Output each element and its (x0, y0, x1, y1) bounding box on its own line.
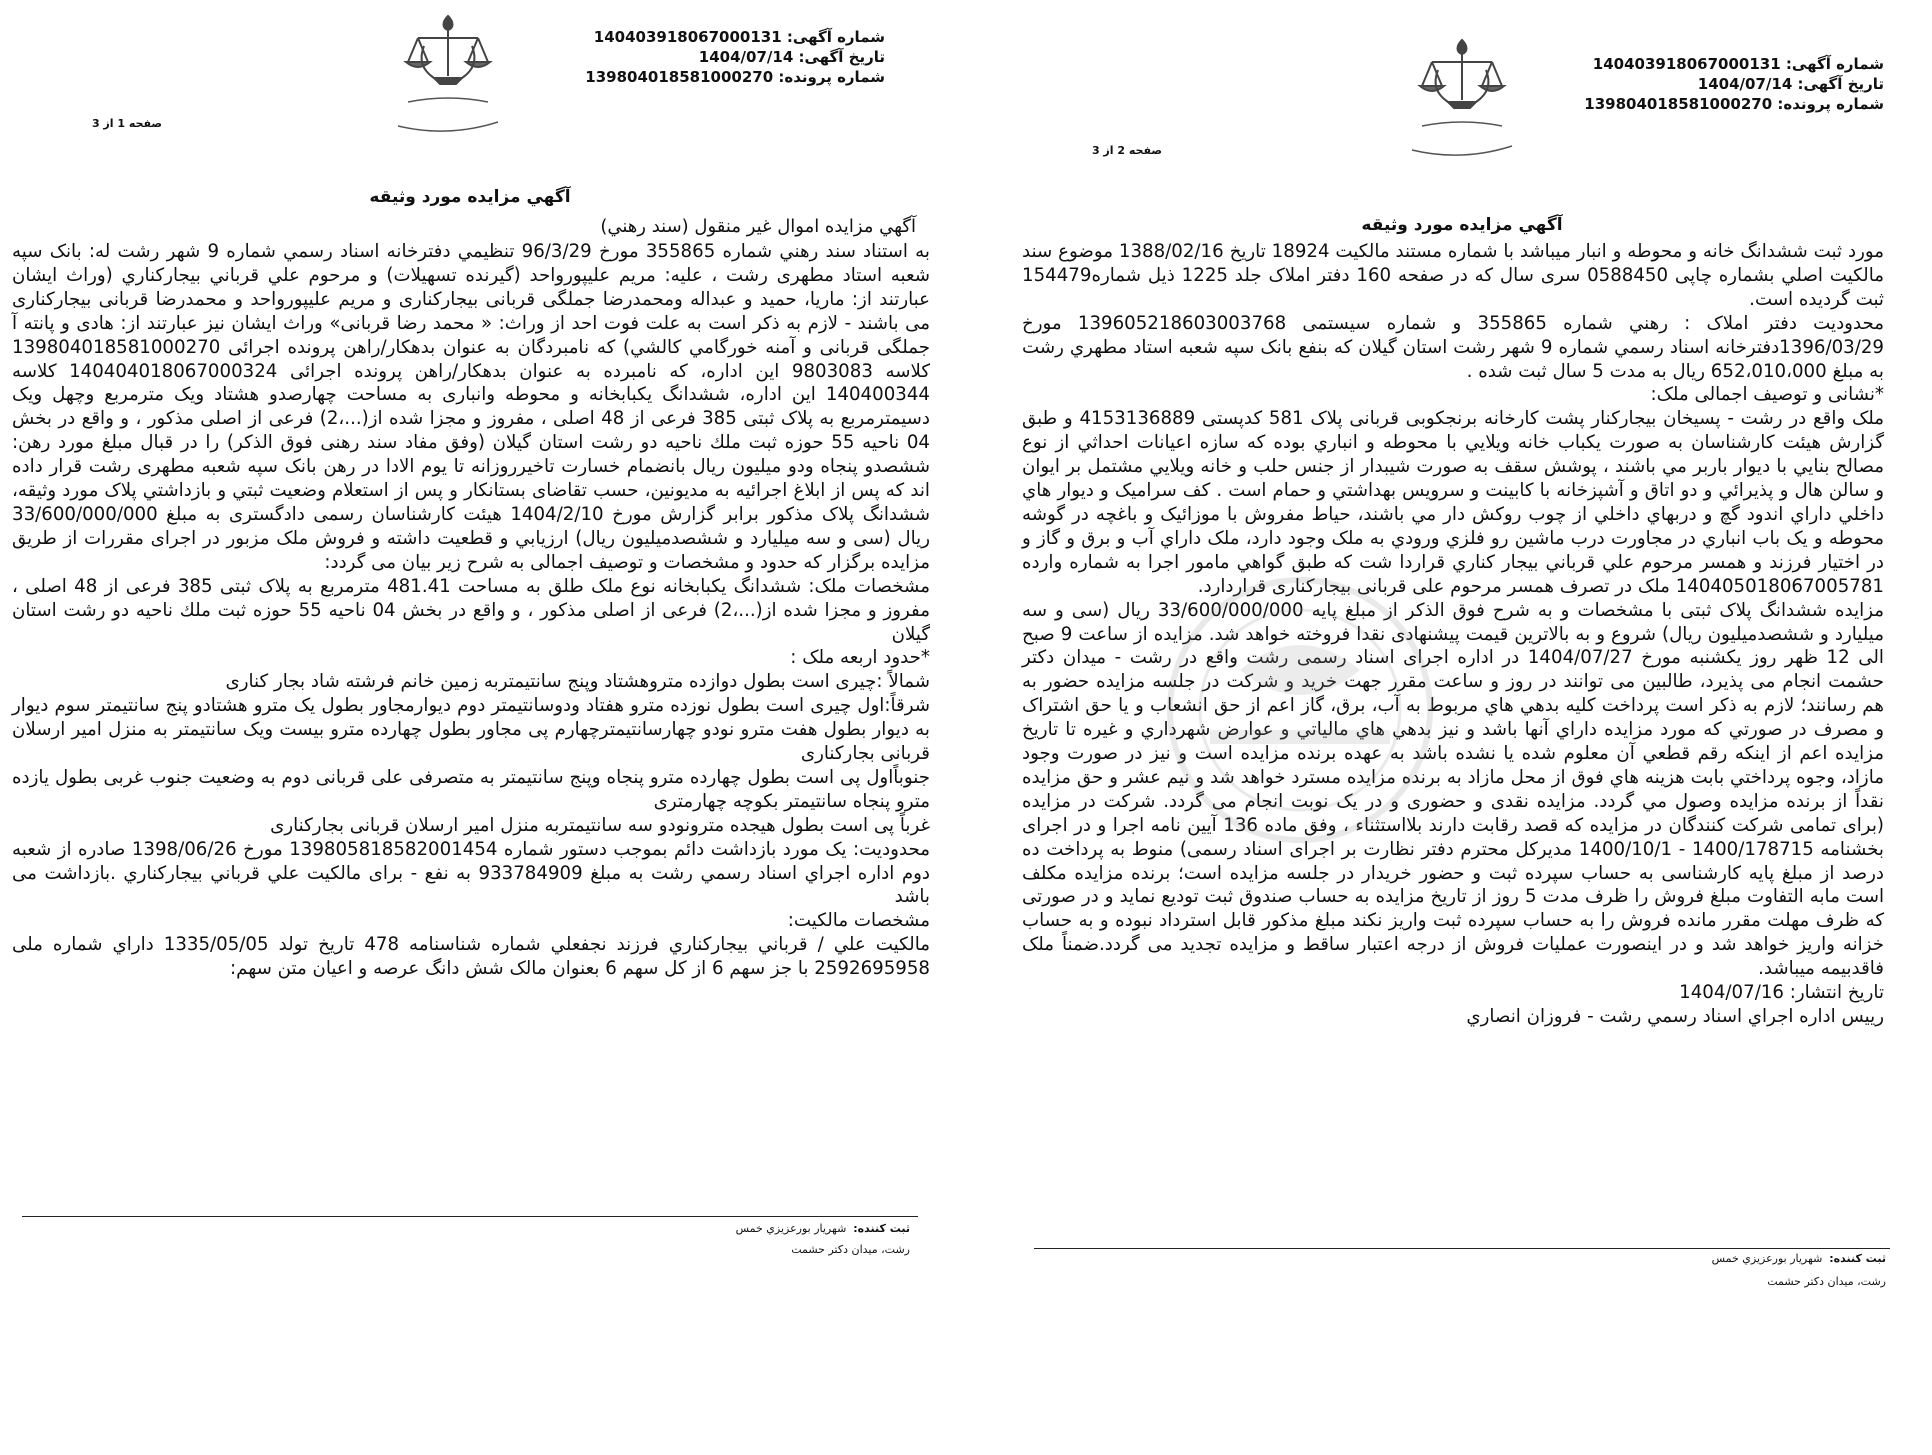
ad-date: 1404/07/14 (1697, 75, 1793, 93)
page-1 (0, 0, 940, 1455)
paragraph: غرباً پی است بطول هیجده مترونودو سه سانتیمتربه منزل امیر ارسلان قربانی بجارکناری (270, 814, 930, 836)
paragraph: محدودیت: یک مورد بازداشت دائم بموجب دستور شماره 139805818582001454 مورخ 1398/06/26 صادره از شعبه دوم اداره اجراي اسناد رسمي رشت به مبلغ 933784909 به نفع - برای مالکیت علي قرباني بيجارکناري .بازداشت می باشد (12, 838, 930, 908)
paragraph: *حدود اربعه ملک : (790, 647, 930, 669)
footer-divider (1034, 1248, 1890, 1249)
ad-date: 1404/07/14 (698, 48, 794, 66)
ad-number: 140403918067000131 (593, 28, 782, 46)
paragraph: به استناد سند رهني شماره 355865 مورخ 96/3/29 تنظيمي دفترخانه اسناد رسمي شماره 9 شهر رشت له: بانک سپه شعبه استاد مطهری رشت ، علیه: مریم علیپورواحد (گیرنده تسهیلات) و مرحوم علي قرباني بيجارکناري (وراث ایشان عبارتند از: ماریا، حمید و عبداله ومحمدرضا جملگی قربانی بیجارکناری و مریم علیپورواحد و محمدرضا قربانی بیجارکناری می باشند - لازم به ذکر است به علت فوت احد از وراث: « محمد رضا قربانی» وراث ایشان نیز عبارتند از: هادی و پانته آ جملگی قربانی و آمنه خورگامي کالشي) که نامبردگان به عنوان بدهکار/راهن پرونده اجرائی 139804018581000270 کلاسه 9803083 این اداره، که نامبرده به عنوان بدهکار/راهن پرونده اجرائی 140404018067000324 کلاسه 140400344 این اداره، ششدانگ یکبابخانه و محوطه وانباری به مساحت چهارصدو هشتاد ویک مترمربع وچهل ویک دسیمترمربع به پلاک ثبتی 385 فرعی از 48 اصلی ، مفروز و مجزا شده از(...،2) فرعی از اصلی مذکور ، و واقع در بخش 04 ناحیه 55 حوزه ثبت ملك ناحيه دو رشت استان گيلان (وفق مفاد سند رهنی فوق الذكر) را در قبال مبلغ مورد رهن: ششصدو پنجاه ودو ميليون ريال بانضمام خسارت تاخیرروزانه تا یوم الادا در رهن بانک سپه شعبه مطهری رشت قرار داده اند که پس از ابلاغ اجرائیه به مديونين، حسب تقاضای بستانکار و پس از استعلام وضعیت ثبتي و بازداشتي پلاک مورد وثيقه، ششدانگ پلاک مذکور برابر گزارش مورخ 1404/2/10 هیئت کارشناسان رسمی دادگستری به مبلغ 33/600/000/000 ريال (سی و سه میلیارد و ششصدمیلیون ريال) ارزيابي و قطعیت داشته و فروش ملک مزبور در اجرای مقررات از طریق مزایده برگزار كه حدود و مشخصات و توصيف اجمالی به شرح زير بيان می گردد: (12, 241, 931, 573)
ad-date-row: تاریخ آگهی: 1404/07/14 (698, 48, 885, 66)
paragraph: محدوديت دفتر املاک : رهني شماره 355865 و شماره سیستمی 139605218603003768 مورخ 1396/03/29دفترخانه اسناد رسمي شماره 9 شهر رشت استان گيلان که بنفع بانک سپه شعبه استاد مطهري رشت به مبلغ 652،010،000 ريال به مدت 5 سال ثبت شده . (1022, 312, 1884, 382)
paragraph: ملک واقع در رشت - پسیخان بیجارکنار پشت کارخانه برنجکوبی قربانی پلاک 581 کدپستی 4153136889 و طبق گزارش هیئت کارشناسان به صورت یکباب خانه ويلايي با محوطه و انباري بوده که سازه اعيانات احداثي از نوع مصالح بنايي با ديوار باربر مي باشند ، پوشش سقف به صورت شيبدار از جنس حلب و خانه ويلايي مشتمل بر ايوان و سالن هال و پذيرائي و دو اتاق و آشپزخانه با کابينت و سرويس بهداشتي و حمام است . کف سراميک و ديوار هاي داخلي داراي اندود گچ و دربهاي داخلي از چوب روکش دار مي باشند، حياط مفروش با موزائيک و باغچه در گوشه محوطه و يک باب انباري در مجاورت درب ماشين رو فلزي ورودي به ملک وجود دارد، ملک داراي آب و برق و گاز و در اختيار فرزند و همسر مرحوم علي قرباني بيجار کناري قراردا شت که طبق گواهي مامور اجرا به شماره وارده 140405018067005781 ملک در تصرف همسر مرحوم علی قربانی بیجارکناری قراردارد. (1022, 408, 1885, 597)
address-line: رشت، ميدان دکتر حشمت (791, 1243, 910, 1256)
paragraph: شرقاً:اول چیری است بطول نوزده مترو هفتاد ودوسانتیمتر دوم دیوارمجاور بطول یک مترو هشتادو پنج سانتیمتر سوم دیوار به دیوار بطول هفت مترو نودو چهارسانتیمترچهارم پی مجاور بطول چهارده مترو بیست ویک سانتیمتر به منزل امیر ارسلان قربانی بجارکناری (12, 695, 930, 765)
registrar-line: ثبت کننده: شهريار بورعزيزي خمس (735, 1222, 910, 1235)
file-number: 139804018581000270 (585, 68, 774, 86)
registrar-name: شهريار بورعزيزي خمس (1711, 1252, 1823, 1265)
page-heading: آگهي مزايده مورد وثيقه (369, 187, 571, 207)
paragraph: مورد ثبت ششدانگ خانه و محوطه و انبار میباشد با شماره مستند مالکیت 18924 تاریخ 1388/02/16 موضوع سند مالکیت اصلي بشماره چاپی 0588450 سری سال که در صفحه 160 دفتر املاک جلد 1225 ذيل شماره154479 ثبت گرديده است. (1022, 241, 1885, 310)
judiciary-emblem-icon (1402, 30, 1522, 170)
ad-number: 140403918067000131 (1592, 55, 1781, 73)
file-number: 139804018581000270 (1584, 95, 1773, 113)
ad-number-row: شماره آگهی: 140403918067000131 (593, 28, 885, 46)
paragraph: شمالاً :چیری است بطول دوازده متروهشتاد وپنج سانتیمتربه زمین خانم فرشته شاد بجار کناری (225, 671, 930, 693)
paragraph: *نشانی و توصيف اجمالی ملک: (1650, 384, 1884, 406)
notice-body (12, 240, 930, 981)
page-number: صفحه 2 از 3 (1091, 144, 1162, 157)
paragraph: مشخصات مالکیت: (787, 910, 930, 932)
paragraph: مزایده ششدانگ پلاک ثبتی با مشخصات و به شرح فوق الذکر از مبلغ پایه 33/600/000/000 ريال (سی و سه میلیارد و ششصدمیلیون ریال) شروع و به بالاترين قيمت پيشنهادی نقدا فروخته خواهد شد. مزايده از ساعت 9 صبح الی 12 ظهر روز یکشنبه مورخ 1404/07/27 در اداره اجرای اسناد رسمی رشت واقع در رشت - میدان دکتر حشمت انجام می پذیرد، طالبين مى توانند در روز و ساعت مقرر جهت خرید و شرکت در جلسه مزایده حضور به هم رسانند؛ لازم به ذکر است پرداخت کلیه بدهي هاي مربوط به آب، برق، گاز اعم از حق انشعاب و يا حق اشتراک و مصرف در صورتي که مورد مزايده داراي آنها باشد و نيز بدهي هاي مالياتي و عوارض شهرداري و غيره تا تاريخ مزايده اعم از اينکه رقم قطعي آن معلوم شده يا نشده باشد به عهده برنده مزايده است و نيز در صورت وجود مازاد، وجوه پرداختي بابت هزينه هاي فوق از محل مازاد به برنده مزايده مسترد خواهد شد و نيم عشر و حق مزايده نقداً از برنده مزايده وصول مي گردد. مزایده نقدی و حضوری و در یک نوبت انجام می گردد. شرکت در مزایده (برای تمامی شرکت کنندگان در مزایده که قصد رقابت دارند بلااستثناء ، وفق ماده 136 آیین نامه اجرا و در اجرای بخشنامه 1400/178715 - 1400/10/1 مدیرکل محترم دفتر نظارت بر اجرای اسناد رسمی) منوط به پرداخت ده درصد از مبلغ پایه کارشناسی به حساب سپرده ثبت و حضور خریدار در جلسه مزایده است؛ برنده مزايده مکلف است مابه التفاوت مبلغ فروش را ظرف مدت 5 روز از تاریخ مزایده به حساب صندوق ثبت توديع نمايد و در صورتی که ظرف مهلت مقرر مانده فروش را به حساب سپرده ثبت واريز نکند مبلغ مذکور قابل استرداد نبوده و به حساب خزانه واريز خواهد شد و در اينصورت عمليات فروش از درجه اعتبار ساقط و مزايده تجديد مى گردد.ضمناً ملک فاقدبیمه میباشد. (1022, 599, 1885, 980)
ad-date-row: تاریخ آگهی: 1404/07/14 (1697, 75, 1884, 93)
page-subheading: آگهي مزايده اموال غير منقول (سند رهني) (600, 216, 916, 237)
page-heading: آگهي مزايده مورد وثيقه (1361, 215, 1563, 235)
registrar-name: شهريار بورعزيزي خمس (735, 1222, 847, 1235)
paragraph: مشخصات ملک: ششدانگ یکبابخانه نوع ملک طلق به مساحت 481.41 مترمربع به پلاک ثبتی 385 فرعی از 48 اصلی ، مفروز و مجزا شده از(...،2) فرعی از اصلی مذکور ، و واقع در بخش 04 ناحیه 55 حوزه ثبت ملك ناحيه دو رشت استان گيلان (12, 575, 931, 645)
address-line: رشت، ميدان دکتر حشمت (1767, 1275, 1886, 1288)
ad-meta-block (585, 27, 885, 87)
page-number: صفحه 1 از 3 (91, 117, 162, 130)
file-number-row: شماره پرونده: 139804018581000270 (585, 68, 885, 86)
notice-body (1022, 240, 1884, 1029)
judiciary-emblem-icon (388, 6, 508, 146)
paragraph: جنوباًاول پی است بطول چهارده مترو پنجاه وپنج سانتیمتر به متصرفی علی قربانی دوم به وضعیت جنوب غربی بطول یازده مترو پنجاه سانتیمتر بکوچه چهارمتری (12, 766, 930, 812)
file-number-row: شماره پرونده: 139804018581000270 (1584, 95, 1884, 113)
page-2 (992, 0, 1932, 1455)
paragraph: مالکيت علي / قرباني بيجارکناري فرزند نجفعلي شماره شناسنامه 478 تاريخ تولد 1335/05/05 داراي شماره ملی 2592695958 با جز سهم 6 از کل سهم 6 بعنوان مالک شش دانگ عرصه و اعيان متن سهم: (12, 934, 930, 980)
paragraph: تاریخ انتشار: 1404/07/16 (1679, 982, 1884, 1004)
paragraph: رییس اداره اجراي اسناد رسمي رشت - فروزان انصاري (1466, 1006, 1884, 1027)
registrar-line: ثبت کننده: شهريار بورعزيزي خمس (1711, 1252, 1886, 1265)
footer-divider (22, 1216, 918, 1217)
ad-number-row: شماره آگهی: 140403918067000131 (1592, 55, 1884, 73)
ad-meta-block (1584, 54, 1884, 114)
